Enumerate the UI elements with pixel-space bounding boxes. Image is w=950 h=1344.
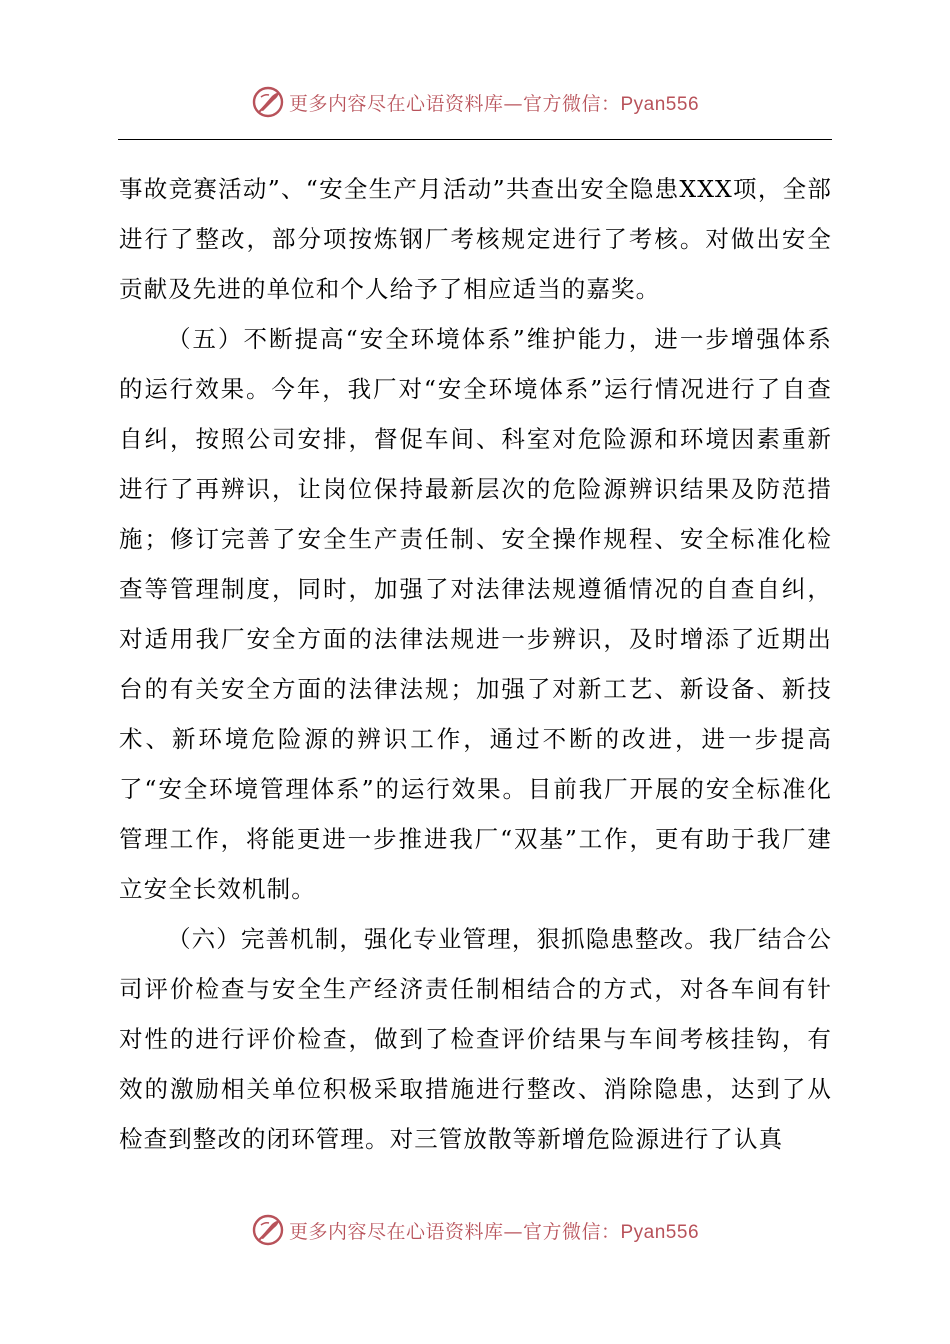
document-body [119, 164, 832, 1164]
paragraph-section-5: （五）不断提高“安全环境体系”维护能力，进一步增强体系的运行效果。今年，我厂对“安全环境体系”运行情况进行了自查自纠，按照公司安排，督促车间、科室对危险源和环境因素重新进行了再辨识，让岗位保持最新层次的危险源辨识结果及防范措施；修订完善了安全生产责任制、安全操作规程、安全标准化检查等管理制度，同时，加强了对法律法规遵循情况的自查自纠，对适用我厂安全方面的法律法规进一步辨识，及时增添了近期出台的有关安全方面的法律法规；加强了对新工艺、新设备、新技术、新环境危险源的辨识工作，通过不断的改进，进一步提高了“安全环境管理体系”的运行效果。目前我厂开展的安全标准化管理工作，将能更进一步推进我厂“双基”工作，更有助于我厂建立安全长效机制。 [119, 325, 832, 903]
footer-banner [0, 1208, 950, 1252]
paragraph-section-6: （六）完善机制，强化专业管理，狠抓隐患整改。我厂结合公司评价检查与安全生产经济责任制相结合的方式，对各车间有针对性的进行评价检查，做到了检查评价结果与车间考核挂钩，有效的激励相关单位积极采取措施进行整改、消除隐患，达到了从检查到整改的闭环管理。对三管放散等新增危险源进行了认真 [119, 925, 832, 1153]
quill-logo-icon [251, 85, 285, 119]
wechat-id: Pyan556 [620, 1221, 700, 1243]
wechat-id: Pyan556 [620, 93, 700, 115]
paragraph-continuation: 事故竞赛活动”、“安全生产月活动”共查出安全隐患XXX项，全部进行了整改，部分项按炼钢厂考核规定进行了考核。对做出安全贡献及先进的单位和个人给予了相应适当的嘉奖。 [119, 175, 832, 303]
header-divider [118, 139, 832, 140]
banner-text: 更多内容尽在心语资料库—官方微信：Pyan556 [288, 92, 700, 115]
header-banner [0, 80, 950, 124]
quill-logo-icon [251, 1213, 285, 1247]
banner-text: 更多内容尽在心语资料库—官方微信：Pyan556 [288, 1220, 700, 1243]
